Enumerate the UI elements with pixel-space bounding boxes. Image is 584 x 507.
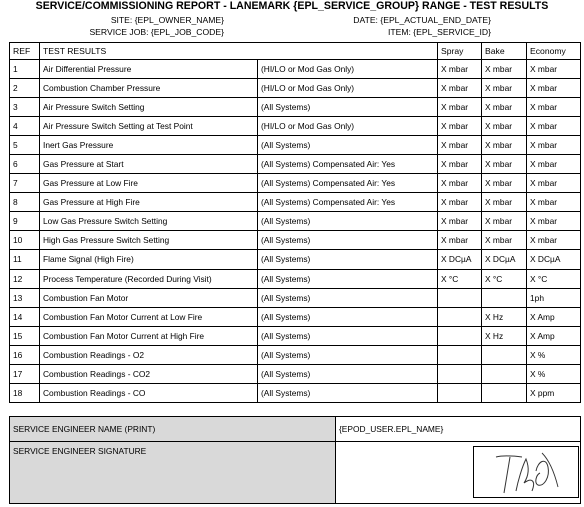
row-test-cell: Air Pressure Switch Setting [40, 98, 258, 117]
row-ref-cell: 2 [10, 79, 40, 98]
table-row [10, 79, 581, 98]
row-economy-cell: X % [527, 364, 581, 383]
row-spray-cell: X mbar [438, 117, 482, 136]
row-spray-cell: X mbar [438, 193, 482, 212]
row-ref-cell: 13 [10, 288, 40, 307]
table-row [10, 231, 581, 250]
table-row [10, 364, 581, 383]
row-ref-cell: 16 [10, 345, 40, 364]
row-bake-cell: X DCµA [482, 250, 527, 269]
row-ref-cell: 1 [10, 60, 40, 79]
table-row [10, 60, 581, 79]
row-economy-cell: X mbar [527, 117, 581, 136]
row-condition-cell: (All Systems) [258, 345, 438, 364]
row-ref-cell: 5 [10, 136, 40, 155]
row-condition-cell: (All Systems) [258, 212, 438, 231]
row-ref-cell: 3 [10, 98, 40, 117]
row-spray-cell [438, 383, 482, 402]
row-ref-cell: 8 [10, 193, 40, 212]
row-ref-cell: 11 [10, 250, 40, 269]
row-test-cell: Air Pressure Switch Setting at Test Point [40, 117, 258, 136]
row-bake-cell: X mbar [482, 117, 527, 136]
table-row [10, 174, 581, 193]
row-test-cell: Air Differential Pressure [40, 60, 258, 79]
row-test-cell: Gas Pressure at Low Fire [40, 174, 258, 193]
row-economy-cell: X mbar [527, 174, 581, 193]
row-bake-cell: X mbar [482, 155, 527, 174]
row-bake-cell: X °C [482, 269, 527, 288]
row-test-cell: Combustion Readings - O2 [40, 345, 258, 364]
row-test-cell: Inert Gas Pressure [40, 136, 258, 155]
row-economy-cell: X °C [527, 269, 581, 288]
row-spray-cell: X mbar [438, 60, 482, 79]
row-condition-cell: (All Systems) [258, 231, 438, 250]
engineer-signature-label: SERVICE ENGINEER SIGNATURE [10, 442, 336, 504]
row-bake-cell: X Hz [482, 326, 527, 345]
row-spray-cell [438, 326, 482, 345]
row-condition-cell: (All Systems) [258, 250, 438, 269]
table-row [10, 326, 581, 345]
row-test-cell: Process Temperature (Recorded During Visit) [40, 269, 258, 288]
row-bake-cell [482, 288, 527, 307]
row-test-cell: Gas Pressure at High Fire [40, 193, 258, 212]
table-row [10, 288, 581, 307]
row-test-cell: Combustion Readings - CO [40, 383, 258, 402]
table-row [10, 269, 581, 288]
column-header-bake: Bake [482, 43, 527, 60]
table-row [10, 98, 581, 117]
row-bake-cell: X mbar [482, 193, 527, 212]
row-spray-cell [438, 345, 482, 364]
row-condition-cell: (All Systems) [258, 288, 438, 307]
row-spray-cell: X mbar [438, 174, 482, 193]
test-results-table [9, 42, 581, 403]
row-spray-cell: X mbar [438, 212, 482, 231]
row-economy-cell: X mbar [527, 231, 581, 250]
row-test-cell: Combustion Chamber Pressure [40, 79, 258, 98]
row-bake-cell: X mbar [482, 79, 527, 98]
row-spray-cell [438, 307, 482, 326]
service-job-field: SERVICE JOB: {EPL_JOB_CODE} [89, 27, 224, 37]
row-condition-cell: (All Systems) [258, 307, 438, 326]
table-row [10, 345, 581, 364]
row-economy-cell: X mbar [527, 136, 581, 155]
row-economy-cell: X Amp [527, 326, 581, 345]
row-bake-cell: X mbar [482, 98, 527, 117]
row-condition-cell: (All Systems) [258, 383, 438, 402]
row-economy-cell: X mbar [527, 98, 581, 117]
row-test-cell: Flame Signal (High Fire) [40, 250, 258, 269]
row-economy-cell: 1ph [527, 288, 581, 307]
row-condition-cell: (All Systems) [258, 364, 438, 383]
row-ref-cell: 4 [10, 117, 40, 136]
row-spray-cell: X mbar [438, 79, 482, 98]
row-test-cell: Low Gas Pressure Switch Setting [40, 212, 258, 231]
engineer-signature-cell [336, 442, 581, 504]
row-test-cell: High Gas Pressure Switch Setting [40, 231, 258, 250]
handwritten-signature-icon [474, 447, 579, 498]
row-spray-cell: X mbar [438, 155, 482, 174]
column-header-test-results: TEST RESULTS [40, 43, 438, 60]
row-ref-cell: 17 [10, 364, 40, 383]
row-economy-cell: X DCµA [527, 250, 581, 269]
row-ref-cell: 10 [10, 231, 40, 250]
row-test-cell: Gas Pressure at Start [40, 155, 258, 174]
column-header-spray: Spray [438, 43, 482, 60]
row-condition-cell: (All Systems) [258, 326, 438, 345]
row-spray-cell: X mbar [438, 231, 482, 250]
row-economy-cell: X % [527, 345, 581, 364]
row-spray-cell: X mbar [438, 98, 482, 117]
row-ref-cell: 9 [10, 212, 40, 231]
row-ref-cell: 15 [10, 326, 40, 345]
date-field: DATE: {EPL_ACTUAL_END_DATE} [353, 15, 491, 25]
row-test-cell: Combustion Fan Motor Current at High Fire [40, 326, 258, 345]
table-row [10, 212, 581, 231]
row-economy-cell: X mbar [527, 60, 581, 79]
row-test-cell: Combustion Fan Motor [40, 288, 258, 307]
row-ref-cell: 14 [10, 307, 40, 326]
table-row [10, 136, 581, 155]
engineer-name-label: SERVICE ENGINEER NAME (PRINT) [10, 417, 336, 442]
row-spray-cell: X DCµA [438, 250, 482, 269]
row-spray-cell: X mbar [438, 136, 482, 155]
row-condition-cell: (All Systems) Compensated Air: Yes [258, 155, 438, 174]
engineer-signoff-table [9, 416, 581, 504]
row-test-cell: Combustion Fan Motor Current at Low Fire [40, 307, 258, 326]
signature-box [473, 446, 579, 498]
row-economy-cell: X mbar [527, 79, 581, 98]
row-spray-cell [438, 364, 482, 383]
row-condition-cell: (HI/LO or Mod Gas Only) [258, 79, 438, 98]
row-ref-cell: 18 [10, 383, 40, 402]
row-bake-cell: X mbar [482, 136, 527, 155]
engineer-name-value: {EPOD_USER.EPL_NAME} [336, 417, 581, 442]
row-condition-cell: (All Systems) [258, 98, 438, 117]
test-results-body [10, 60, 581, 403]
row-bake-cell: X mbar [482, 174, 527, 193]
site-field: SITE: {EPL_OWNER_NAME} [110, 15, 224, 25]
row-economy-cell: X mbar [527, 212, 581, 231]
row-ref-cell: 12 [10, 269, 40, 288]
report-title: SERVICE/COMMISSIONING REPORT - LANEMARK {EPL_SERVICE_GROUP} RANGE - TEST RESULTS [35, 0, 549, 12]
row-condition-cell: (All Systems) Compensated Air: Yes [258, 174, 438, 193]
row-bake-cell: X mbar [482, 212, 527, 231]
row-bake-cell [482, 345, 527, 364]
row-spray-cell [438, 288, 482, 307]
table-row [10, 250, 581, 269]
row-economy-cell: X mbar [527, 155, 581, 174]
row-condition-cell: (All Systems) [258, 136, 438, 155]
row-test-cell: Combustion Readings - CO2 [40, 364, 258, 383]
table-row [10, 307, 581, 326]
row-spray-cell: X °C [438, 269, 482, 288]
row-condition-cell: (All Systems) Compensated Air: Yes [258, 193, 438, 212]
table-row [10, 383, 581, 402]
table-row [10, 193, 581, 212]
table-row [10, 117, 581, 136]
item-field: ITEM: {EPL_SERVICE_ID} [387, 27, 491, 37]
row-condition-cell: (HI/LO or Mod Gas Only) [258, 117, 438, 136]
row-condition-cell: (HI/LO or Mod Gas Only) [258, 60, 438, 79]
table-header-row [10, 43, 581, 60]
row-bake-cell: X mbar [482, 60, 527, 79]
row-condition-cell: (All Systems) [258, 269, 438, 288]
table-row [10, 155, 581, 174]
row-ref-cell: 7 [10, 174, 40, 193]
row-bake-cell: X mbar [482, 231, 527, 250]
row-economy-cell: X Amp [527, 307, 581, 326]
row-economy-cell: X mbar [527, 193, 581, 212]
row-bake-cell [482, 364, 527, 383]
row-ref-cell: 6 [10, 155, 40, 174]
row-bake-cell: X Hz [482, 307, 527, 326]
column-header-ref: REF [10, 43, 40, 60]
column-header-economy: Economy [527, 43, 581, 60]
row-economy-cell: X ppm [527, 383, 581, 402]
row-bake-cell [482, 383, 527, 402]
